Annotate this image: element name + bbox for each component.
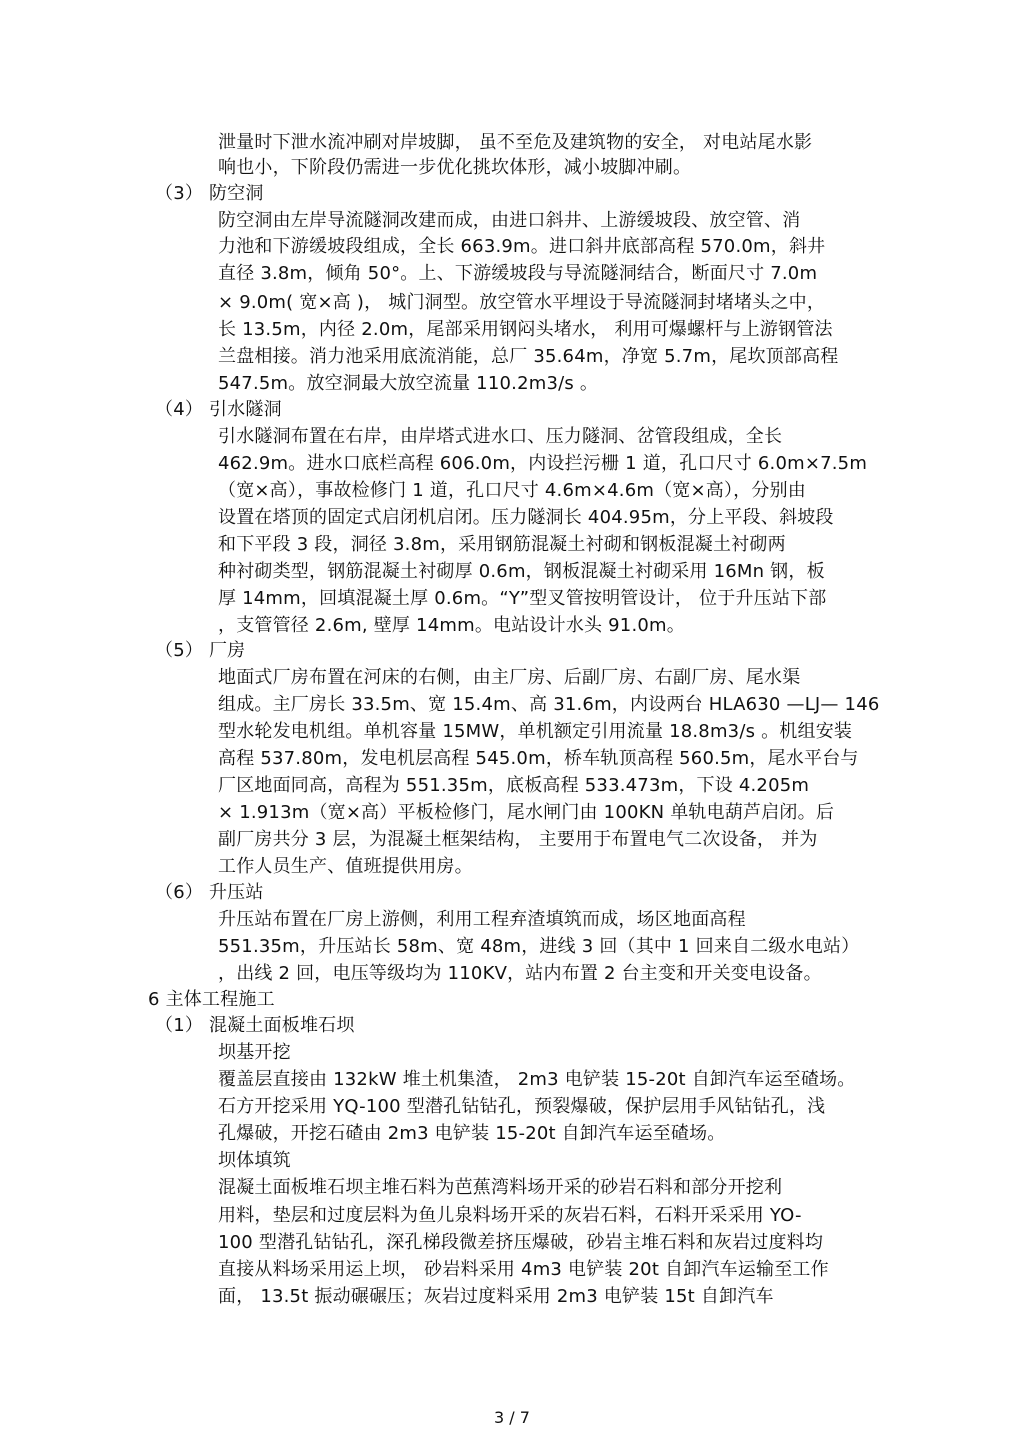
text-line: 组成。主厂房长 33.5m、宽 15.4m、高 31.6m，内设两台 HLA630 —LJ— 146 (218, 694, 880, 715)
section-heading: （5） 厂房 (155, 640, 246, 661)
text-line: （宽×高），事故检修门 1 道，孔口尺寸 4.6m×4.6m（宽×高），分别由 (218, 480, 806, 501)
text-line: 混凝土面板堆石坝主堆石料为芭蕉湾料场开采的砂岩石料和部分开挖利 (218, 1177, 783, 1198)
text-line: 462.9m。进水口底栏高程 606.0m，内设拦污栅 1 道，孔口尺寸 6.0m×7.5m (218, 453, 868, 474)
text-line: 石方开挖采用 YQ-100 型潜孔钻钻孔，预裂爆破，保护层用手风钻钻孔，浅 (218, 1096, 826, 1117)
text-line: 泄量时下泄水流冲刷对岸坡脚， 虽不至危及建筑物的安全， 对电站尾水影 (218, 132, 813, 153)
text-line: 地面式厂房布置在河床的右侧，由主厂房、后副厂房、右副厂房、尾水渠 (218, 667, 801, 688)
text-line: 长 13.5m，内径 2.0m，尾部采用钢闷头堵水， 利用可爆螺杆与上游钢管法 (218, 319, 833, 340)
section-heading: （4） 引水隧洞 (155, 399, 282, 420)
text-line: 100 型潜孔钻钻孔，深孔梯段微差挤压爆破，砂岩主堆石料和灰岩过度料均 (218, 1232, 824, 1253)
text-line: 551.35m，升压站长 58m、宽 48m，进线 3 回（其中 1 回来自二级水电站） (218, 936, 860, 957)
text-line: 升压站布置在厂房上游侧，利用工程弃渣填筑而成，场区地面高程 (218, 909, 746, 930)
text-line: 响也小，下阶段仍需进一步优化挑坎体形，减小坡脚冲刷。 (218, 157, 692, 178)
section-heading: （6） 升压站 (155, 882, 264, 903)
page-number: 3 / 7 (494, 1408, 530, 1427)
text-line: 型水轮发电机组。单机容量 15MW，单机额定引用流量 18.8m3/s 。机组安装 (218, 721, 853, 742)
text-line: ，支管管径 2.6m, 壁厚 14mm。电站设计水头 91.0m。 (218, 615, 685, 636)
text-line: 兰盘相接。消力池采用底流消能，总厂 35.64m，净宽 5.7m，尾坎顶部高程 (218, 346, 839, 367)
section-heading: （3） 防空洞 (155, 183, 264, 204)
text-line: 种衬砌类型，钢筋混凝土衬砌厚 0.6m，钢板混凝土衬砌采用 16Mn 钢，板 (218, 561, 825, 582)
text-line: 设置在塔顶的固定式启闭机启闭。压力隧洞长 404.95m，分上平段、斜坡段 (218, 507, 834, 528)
subsection-heading: 坝体填筑 (218, 1150, 291, 1171)
text-line: 和下平段 3 段，洞径 3.8m，采用钢筋混凝土衬砌和钢板混凝土衬砌两 (218, 534, 786, 555)
subsection-heading: 坝基开挖 (218, 1042, 291, 1063)
text-line: 引水隧洞布置在右岸，由岸塔式进水口、压力隧洞、岔管段组成，全长 (218, 426, 783, 447)
text-line: 面， 13.5t 振动碾碾压；灰岩过度料采用 2m3 电铲装 15t 自卸汽车 (218, 1286, 774, 1307)
text-line: 覆盖层直接由 132kW 堆土机集渣， 2m3 电铲装 15-20t 自卸汽车运至碴场。 (218, 1069, 856, 1090)
text-line: 防空洞由左岸导流隧洞改建而成，由进口斜井、上游缓坡段、放空管、消 (218, 210, 801, 231)
text-line: ，出线 2 回，电压等级均为 110KV，站内布置 2 台主变和开关变电设备。 (218, 963, 822, 984)
text-line: 力池和下游缓坡段组成，全长 663.9m。进口斜井底部高程 570.0m，斜井 (218, 236, 826, 257)
text-line: 工作人员生产、值班提供用房。 (218, 856, 473, 877)
text-line: 厂区地面同高，高程为 551.35m，底板高程 533.473m，下设 4.205m (218, 775, 810, 796)
text-line: 高程 537.80m，发电机层高程 545.0m，桥车轨顶高程 560.5m，尾水平台与 (218, 748, 859, 769)
section-heading: （1） 混凝土面板堆石坝 (155, 1015, 355, 1036)
text-line: 副厂房共分 3 层，为混凝土框架结构， 主要用于布置电气二次设备， 并为 (218, 829, 818, 850)
text-line: 直径 3.8m，倾角 50°。上、下游缓坡段与导流隧洞结合，断面尺寸 7.0m (218, 263, 818, 284)
chapter-heading: 6 主体工程施工 (148, 989, 275, 1010)
text-line: 直接从料场采用运上坝， 砂岩料采用 4m3 电铲装 20t 自卸汽车运输至工作 (218, 1259, 829, 1280)
text-line: 孔爆破，开挖石碴由 2m3 电铲装 15-20t 自卸汽车运至碴场。 (218, 1123, 726, 1144)
text-line: 用料，垫层和过度层料为鱼儿泉料场开采的灰岩石料，石料开采采用 YO- (218, 1205, 802, 1226)
text-line: × 9.0m( 宽×高 )， 城门洞型。放空管水平埋设于导流隧洞封堵堵头之中， (218, 292, 826, 313)
text-line: 547.5m。放空洞最大放空流量 110.2m3/s 。 (218, 373, 599, 394)
text-line: 厚 14mm，回填混凝土厚 0.6m。“Y”型叉管按明管设计， 位于升压站下部 (218, 588, 827, 609)
text-line: × 1.913m（宽×高）平板检修门，尾水闸门由 100KN 单轨电葫芦启闭。后 (218, 802, 835, 823)
